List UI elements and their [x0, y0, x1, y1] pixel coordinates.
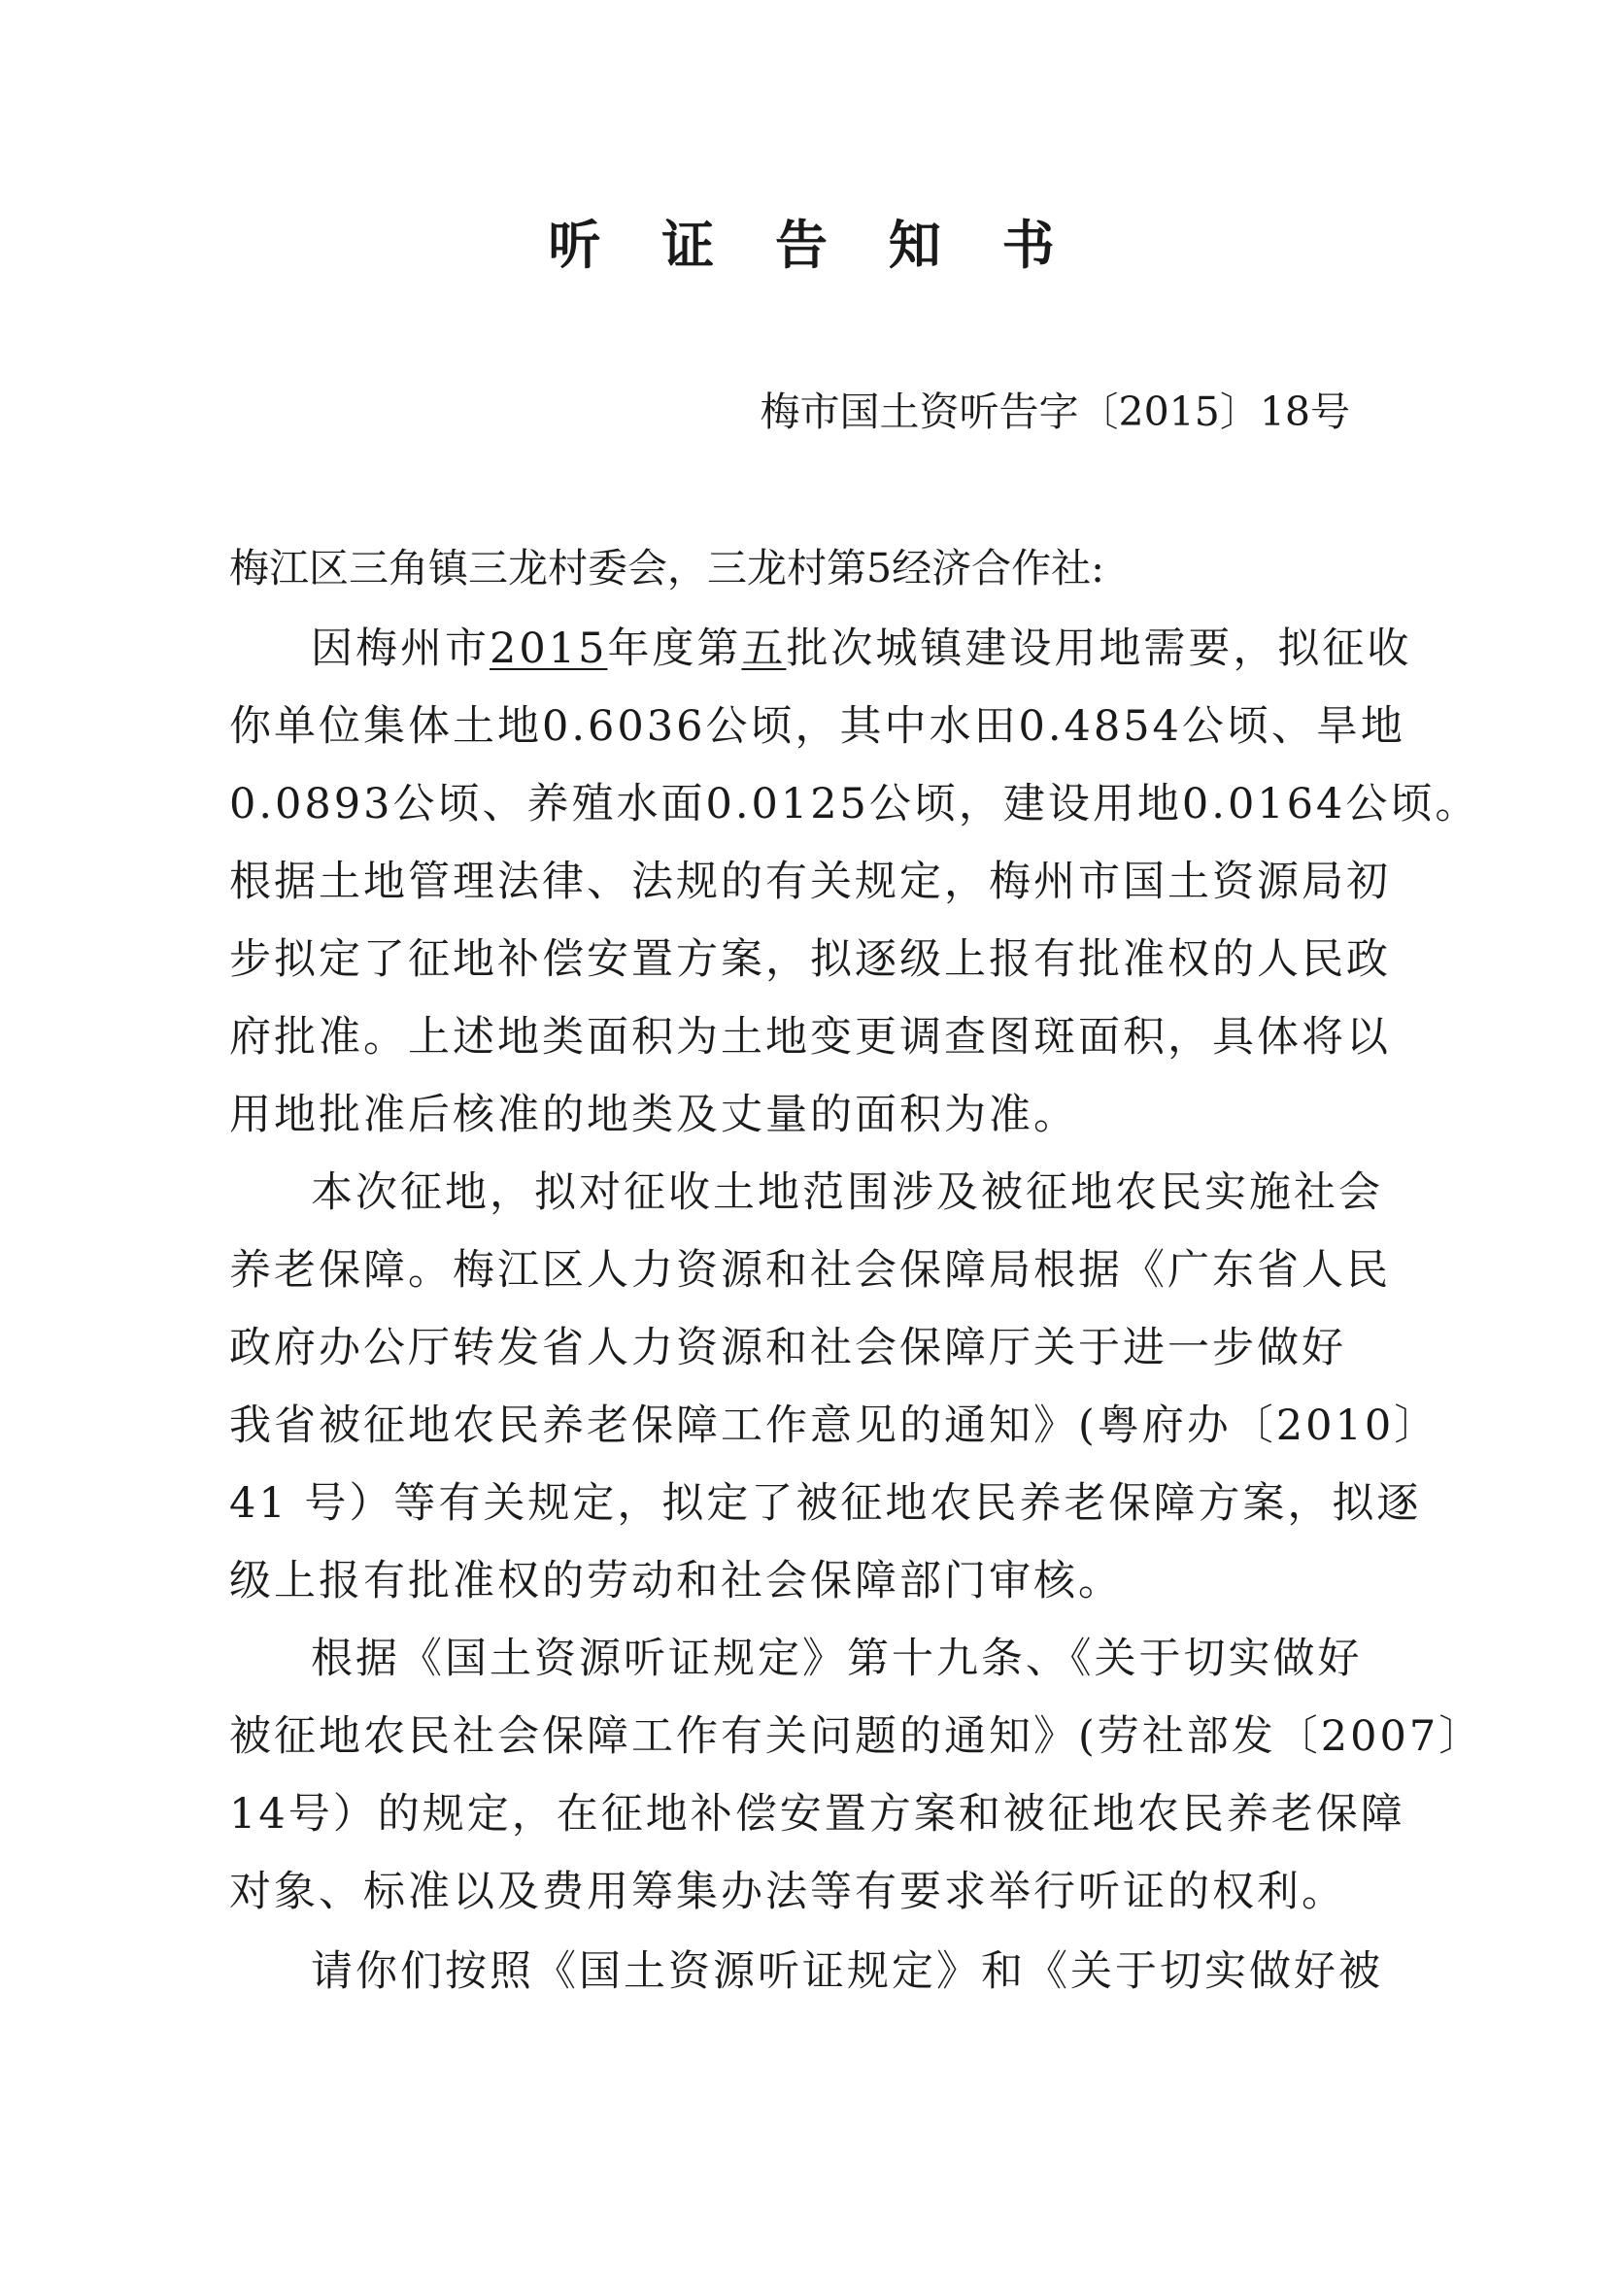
- body-line: 对象、标准以及费用筹集办法等有要求举行听证的权利。: [229, 1868, 1346, 1916]
- body-line: 政府办公厅转发省人力资源和社会保障厅关于进一步做好: [229, 1324, 1346, 1372]
- body-line: 14号）的规定，在征地补偿安置方案和被征地农民养老保障: [229, 1790, 1405, 1839]
- body-line: 请你们按照《国土资源听证规定》和《关于切实做好被: [311, 1947, 1383, 1996]
- body-line: 我省被征地农民养老保障工作意见的通知》(粤府办〔2010〕: [229, 1401, 1439, 1450]
- addressee: 梅江区三角镇三龙村委会，三龙村第5经济合作社:: [229, 545, 1104, 591]
- body-line: 根据土地管理法律、法规的有关规定，梅州市国土资源局初: [229, 858, 1391, 906]
- text-segment: 因梅州市: [311, 625, 490, 673]
- body-line: [311, 620, 1411, 678]
- body-line: 本次征地，拟对征收土地范围涉及被征地农民实施社会: [311, 1168, 1383, 1217]
- body-line: 0.0893公顷、养殖水面0.0125公顷，建设用地0.0164公顷。: [229, 780, 1480, 828]
- body-line: 用地批准后核准的地类及丈量的面积为准。: [229, 1091, 1078, 1139]
- body-line: 级上报有批准权的劳动和社会保障部门审核。: [229, 1557, 1123, 1605]
- body-line: 府批准。上述地类面积为土地变更调查图斑面积，具体将以: [229, 1013, 1391, 1062]
- underlined-year: 2015: [490, 625, 608, 673]
- text-segment: 批次城镇建设用地需要，拟征收: [786, 625, 1412, 673]
- text-segment: 年度第: [607, 625, 742, 673]
- underlined-batch: 五: [741, 625, 787, 673]
- body-line: 养老保障。梅江区人力资源和社会保障局根据《广东省人民: [229, 1246, 1391, 1295]
- document-title: 听 证 告 知 书: [548, 214, 1076, 276]
- body-line: 根据《国土资源听证规定》第十九条、《关于切实做好: [311, 1635, 1363, 1683]
- body-line: 步拟定了征地补偿安置方案，拟逐级上报有批准权的人民政: [229, 935, 1391, 984]
- document-number: 梅市国土资听告字〔2015〕18号: [760, 388, 1350, 435]
- body-line: 你单位集体土地0.6036公顷，其中水田0.4854公顷、旱地: [229, 702, 1405, 751]
- body-line: 被征地农民社会保障工作有关问题的通知》(劳社部发〔2007〕: [229, 1712, 1484, 1761]
- body-line: 41 号）等有关规定，拟定了被征地农民养老保障方案，拟逐: [229, 1479, 1422, 1528]
